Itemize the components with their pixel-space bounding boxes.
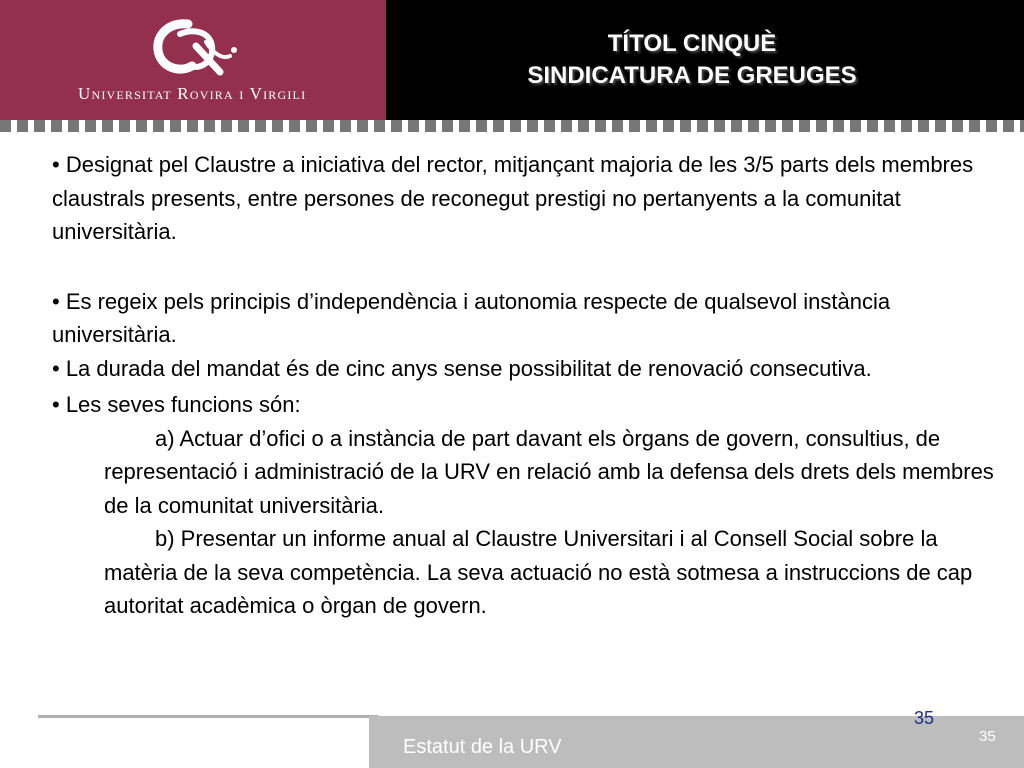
footer-label: Estatut de la URV <box>403 736 562 758</box>
page-title <box>386 28 998 92</box>
bullet-independence: • Es regeix pels principis d’independència i autonomia respecte de qualsevol instància universitària. <box>52 288 891 347</box>
title-line-2: SINDICATURA DE GREUGES <box>527 62 857 89</box>
bullet-designation: • Designat pel Claustre a iniciativa del rector, mitjançant majoria de les 3/5 parts dels membres claustrals presents, entre persones de reconegut prestigi no pertanyents a la comunitat universitària. <box>52 152 974 244</box>
function-item-b: b) Presentar un informe anual al Claustre Universitari i al Consell Social sobre la matèria de la seva competència. La seva actuació no està sotmesa a instruccions de cap autoritat acadèmica o òrgan de govern. <box>104 526 973 618</box>
slide-body <box>52 148 1002 623</box>
dashed-divider <box>0 120 1024 132</box>
title-line-1: TÍTOL CINQUÈ <box>607 30 777 57</box>
page-number-footer: 35 <box>979 728 996 745</box>
bullet-functions: • Les seves funcions són: <box>52 392 301 417</box>
urv-logo-icon <box>150 16 240 78</box>
bullet-mandate: • La durada del mandat és de cinc anys sense possibilitat de renovació consecutiva. <box>52 355 872 381</box>
footer-rule <box>38 715 378 718</box>
university-name: Universitat Rovira i Virgili <box>78 84 307 103</box>
function-item-a: a) Actuar d’ofici o a instància de part davant els òrgans de govern, consultius, de representació i administració de la URV en relació amb la defensa dels drets dels membres de la comunitat universitària. <box>104 425 994 518</box>
page-number: 35 <box>914 708 935 728</box>
header-brand-panel <box>0 0 386 122</box>
